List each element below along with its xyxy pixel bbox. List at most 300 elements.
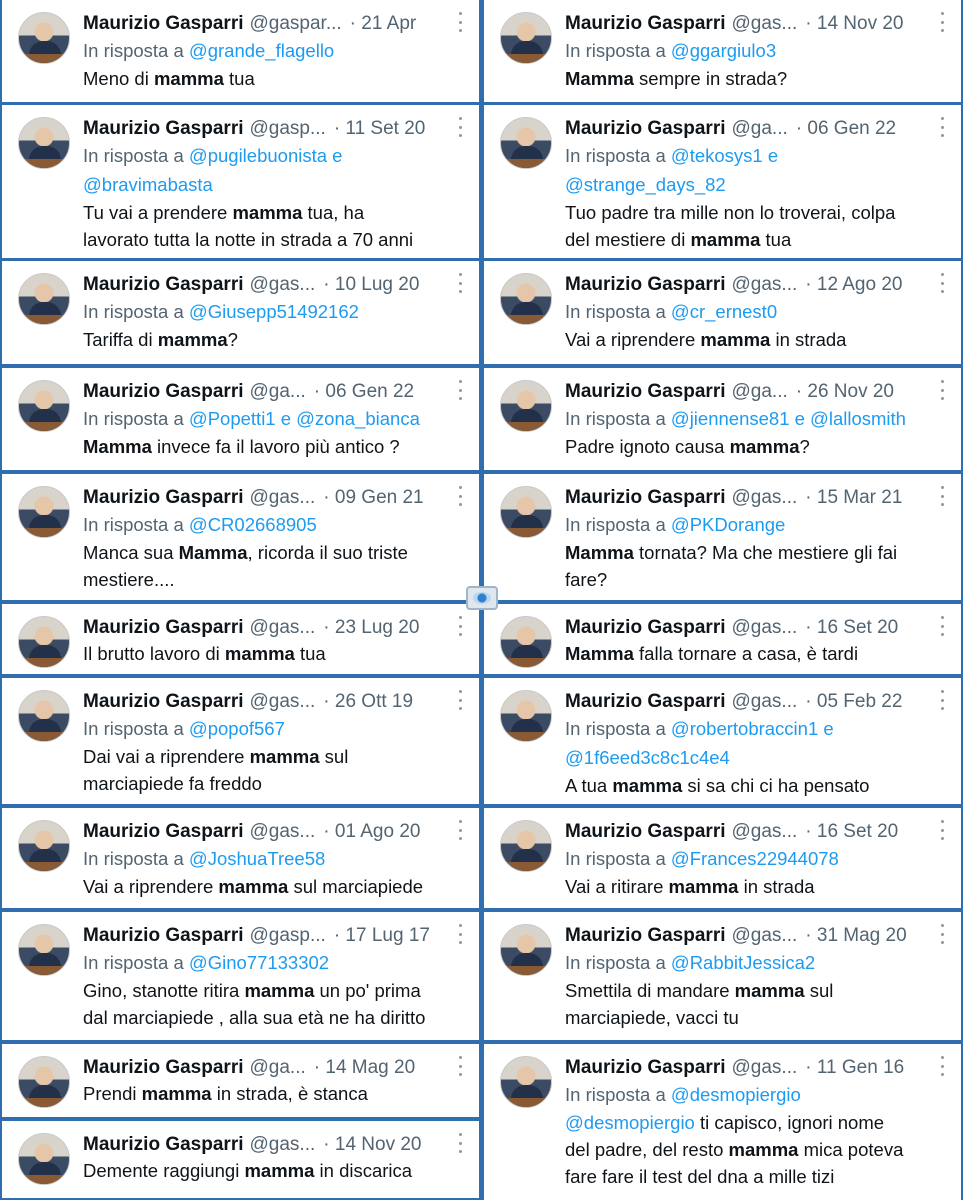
reply-mention-link[interactable]: @pugilebuonista e (188, 145, 343, 166)
tweet-text-line (83, 539, 469, 566)
tweet-text-line (565, 1109, 951, 1136)
reply-prefix: In risposta a (565, 408, 671, 429)
tweet-text-line (83, 65, 469, 92)
highlighted-word: mamma (141, 1083, 212, 1104)
reply-mention-link[interactable]: @JoshuaTree58 (188, 848, 326, 869)
avatar[interactable] (500, 820, 552, 872)
tweet-text: mestiere.... (83, 569, 175, 590)
tweet-body (565, 923, 951, 1031)
tweet-text-line (83, 770, 469, 797)
tweet-card[interactable] (484, 912, 961, 1040)
tweet-card[interactable] (2, 0, 479, 102)
tweet-body (565, 1055, 951, 1190)
reply-to (565, 297, 951, 326)
avatar[interactable] (500, 690, 552, 742)
avatar[interactable] (18, 486, 70, 538)
reply-prefix: In risposta a (565, 301, 671, 322)
author-name[interactable]: Maurizio Gasparri (83, 925, 244, 946)
author-name[interactable]: Maurizio Gasparri (565, 274, 726, 295)
tweet-header (565, 923, 951, 948)
author-handle[interactable]: @gasp... (249, 118, 326, 139)
tweet-header (565, 379, 951, 404)
tweet-text-line (565, 326, 951, 353)
tweet-card[interactable] (484, 604, 961, 674)
avatar[interactable] (18, 1056, 70, 1108)
avatar[interactable] (18, 1133, 70, 1185)
tweet-card[interactable] (2, 368, 479, 470)
tweet-body (83, 485, 469, 593)
tweet-text-line (83, 640, 469, 667)
highlighted-word: mamma (668, 876, 739, 897)
reply-mention-link[interactable]: @Giusepp51492162 (188, 301, 359, 322)
reply-mention-link[interactable]: @Frances22944078 (670, 848, 839, 869)
avatar[interactable] (18, 12, 70, 64)
tweet-card[interactable] (2, 604, 479, 674)
author-name[interactable]: Maurizio Gasparri (565, 691, 726, 712)
author-handle[interactable]: @gas... (249, 1134, 316, 1155)
tweet-text: in strada (770, 329, 847, 350)
tweet-card[interactable] (484, 808, 961, 908)
highlighted-word: Mamma (83, 436, 152, 457)
avatar[interactable] (18, 117, 70, 169)
author-name[interactable]: Maurizio Gasparri (83, 274, 244, 295)
reply-mention-link[interactable]: @jiennense81 e @lallosmith (670, 408, 906, 429)
reply-to (83, 844, 469, 873)
tweet-text: fare fare il test del dna a mille tizi (565, 1166, 835, 1187)
author-name[interactable]: Maurizio Gasparri (565, 925, 726, 946)
tweet-text: marciapiede, vacci tu (565, 1007, 739, 1028)
reply-mention-link[interactable]: @1f6eed3c8c1c4e4 (565, 747, 730, 768)
tweet-text-line (565, 1004, 951, 1031)
author-name[interactable]: Maurizio Gasparri (565, 13, 726, 34)
tweet-date[interactable]: · 26 Ott 19 (323, 691, 414, 712)
highlighted-word: mamma (218, 876, 289, 897)
tweet-date[interactable]: · 09 Gen 21 (323, 487, 424, 508)
tweet-text: Meno di (83, 68, 154, 89)
tweet-text: Il brutto lavoro di (83, 643, 225, 664)
author-handle[interactable]: @gas... (731, 13, 798, 34)
tweet-card[interactable] (2, 1044, 479, 1117)
tweet-text-line (565, 539, 951, 566)
tweet-date[interactable]: · 26 Nov 20 (795, 381, 894, 402)
reply-prefix: In risposta a (83, 718, 189, 739)
tweet-text-line (83, 199, 469, 226)
reply-prefix: In risposta a (83, 952, 189, 973)
tweet-text: marciapiede fa freddo (83, 773, 262, 794)
tweet-text-line (83, 226, 469, 253)
tweet-text: falla tornare a casa, è tardi (633, 643, 859, 664)
tweet-text-line (83, 433, 469, 460)
tweet-body (83, 116, 469, 253)
tweet-text: ti capisco, ignori nome (694, 1112, 885, 1133)
tweet-text: in strada, è stanca (211, 1083, 368, 1104)
tweet-text: Vai a riprendere (565, 329, 701, 350)
tweet-text: sul marciapiede (288, 876, 424, 897)
tweet-text: Tuo padre tra mille non lo troverai, colpa (565, 202, 896, 223)
mention-link[interactable]: @desmopiergio (565, 1112, 695, 1133)
tweet-text-line (83, 873, 469, 900)
author-handle[interactable]: @gas... (249, 274, 316, 295)
tweet-header (565, 1055, 951, 1080)
avatar[interactable] (500, 924, 552, 976)
avatar[interactable] (18, 380, 70, 432)
author-handle[interactable]: @gas... (731, 274, 798, 295)
tweet-text-line (565, 566, 951, 593)
reply-mention-link[interactable]: @Popetti1 e @zona_bianca (188, 408, 420, 429)
tweet-header (565, 485, 951, 510)
reply-prefix: In risposta a (565, 145, 671, 166)
reply-prefix: In risposta a (565, 848, 671, 869)
author-handle[interactable]: @gas... (731, 925, 798, 946)
avatar[interactable] (500, 273, 552, 325)
tweet-text: Smettila di mandare (565, 980, 735, 1001)
reply-mention-link[interactable]: @bravimabasta (83, 174, 213, 195)
tweet-date[interactable]: · 11 Gen 16 (805, 1057, 905, 1078)
tweet-header (83, 819, 469, 844)
reply-prefix: In risposta a (565, 718, 671, 739)
reply-to (83, 297, 469, 326)
tweet-text: sempre in strada? (633, 68, 788, 89)
reply-to (565, 1080, 951, 1109)
reply-prefix: In risposta a (83, 301, 189, 322)
tweet-text: un po' prima (314, 980, 421, 1001)
tweet-date[interactable]: · 06 Gen 22 (795, 118, 897, 139)
tweet-body (565, 272, 951, 353)
reply-to (83, 948, 469, 977)
reply-to (83, 141, 469, 170)
tweet-card[interactable] (2, 912, 479, 1040)
tweet-date[interactable]: · 21 Apr (349, 13, 417, 34)
avatar[interactable] (18, 690, 70, 742)
author-handle[interactable]: @ga... (731, 118, 788, 139)
tweet-text: del mestiere di (565, 229, 691, 250)
author-handle[interactable]: @gas... (731, 691, 798, 712)
tweet-body (565, 615, 951, 667)
tweet-card[interactable] (484, 105, 961, 258)
reply-to (565, 170, 951, 199)
tweet-text: mica poteva (798, 1139, 904, 1160)
avatar[interactable] (500, 1056, 552, 1108)
author-name[interactable]: Maurizio Gasparri (565, 118, 726, 139)
tweet-header (83, 615, 469, 640)
tweet-header (565, 272, 951, 297)
reply-to (565, 36, 951, 65)
tweet-text-line (83, 1080, 469, 1107)
tweet-text: tua (223, 68, 255, 89)
tweet-body (83, 819, 469, 900)
tweet-date[interactable]: · 01 Ago 20 (323, 821, 421, 842)
tweet-date[interactable]: · 05 Feb 22 (805, 691, 903, 712)
tweet-header (565, 11, 951, 36)
tweet-card[interactable] (484, 261, 961, 364)
reply-mention-link[interactable]: @Gino77133302 (188, 952, 330, 973)
tweet-text: ? (227, 329, 238, 350)
tweet-text: fare? (565, 569, 608, 590)
tweet-text: sul (319, 746, 349, 767)
tweet-date[interactable]: · 31 Mag 20 (805, 925, 907, 946)
tweet-text: Tariffa di (83, 329, 158, 350)
tweet-text-line (565, 640, 951, 667)
author-name[interactable]: Maurizio Gasparri (565, 1057, 726, 1078)
reply-mention-link[interactable]: @popof567 (188, 718, 285, 739)
tweet-header (565, 615, 951, 640)
reply-to (565, 510, 951, 539)
tweet-text: ? (799, 436, 810, 457)
tweet-card[interactable] (484, 368, 961, 470)
author-handle[interactable]: @gas... (249, 821, 316, 842)
author-handle[interactable]: @gas... (731, 487, 798, 508)
avatar[interactable] (500, 616, 552, 668)
avatar[interactable] (500, 117, 552, 169)
tweet-text: Gino, stanotte ritira (83, 980, 245, 1001)
tweet-date[interactable]: · 06 Gen 22 (313, 381, 415, 402)
reply-prefix: In risposta a (565, 952, 671, 973)
avatar[interactable] (500, 380, 552, 432)
tweet-text: Padre ignoto causa (565, 436, 730, 457)
tweet-header (83, 1132, 469, 1157)
highlighted-word: mamma (153, 68, 224, 89)
highlighted-word: Mamma (565, 643, 634, 664)
reply-to (565, 743, 951, 772)
tweet-card[interactable] (484, 474, 961, 600)
author-handle[interactable]: @ga... (249, 1057, 306, 1078)
author-name[interactable]: Maurizio Gasparri (83, 118, 244, 139)
avatar[interactable] (18, 273, 70, 325)
author-handle[interactable]: @gaspar... (249, 13, 342, 34)
highlighted-word: mamma (249, 746, 320, 767)
tweet-text: Vai a riprendere (83, 876, 219, 897)
highlighted-word: mamma (690, 229, 761, 250)
tweet-body (565, 485, 951, 593)
tweet-text: tua (294, 643, 326, 664)
tweet-text: tua (760, 229, 792, 250)
reply-prefix: In risposta a (83, 514, 189, 535)
highlighted-word: Mamma (565, 542, 634, 563)
author-name[interactable]: Maurizio Gasparri (83, 1134, 244, 1155)
left-column (2, 0, 479, 1200)
reply-prefix: In risposta a (83, 408, 189, 429)
author-name[interactable]: Maurizio Gasparri (565, 381, 726, 402)
highlighted-word: Mamma (565, 68, 634, 89)
highlighted-word: mamma (244, 980, 315, 1001)
tweet-body (83, 1132, 469, 1184)
author-name[interactable]: Maurizio Gasparri (565, 617, 726, 638)
tweet-date[interactable]: · 14 Mag 20 (313, 1057, 416, 1078)
reply-mention-link[interactable]: @tekosys1 e (670, 145, 779, 166)
avatar[interactable] (500, 12, 552, 64)
author-name[interactable]: Maurizio Gasparri (83, 487, 244, 508)
tweet-header (565, 819, 951, 844)
reply-mention-link[interactable]: @grande_flagello (188, 40, 335, 61)
tweet-text-line (83, 977, 469, 1004)
tweet-date[interactable]: · 10 Lug 20 (323, 274, 420, 295)
author-handle[interactable]: @gas... (731, 617, 798, 638)
highlighted-word: mamma (700, 329, 771, 350)
tweet-date[interactable]: · 16 Set 20 (805, 617, 899, 638)
tweet-text-line (565, 433, 951, 460)
reply-prefix: In risposta a (565, 514, 671, 535)
reply-to (83, 170, 469, 199)
tweet-header (83, 11, 469, 36)
reply-to (565, 141, 951, 170)
tweet-header (83, 689, 469, 714)
tweet-header (565, 689, 951, 714)
highlighted-word: mamma (728, 1139, 799, 1160)
reply-prefix: In risposta a (83, 848, 189, 869)
author-handle[interactable]: @ga... (731, 381, 788, 402)
reply-to (83, 510, 469, 539)
tweet-body (83, 11, 469, 92)
tweet-header (565, 116, 951, 141)
tweet-text: del padre, del resto (565, 1139, 729, 1160)
reply-prefix: In risposta a (565, 1084, 671, 1105)
reply-mention-link[interactable]: @ggargiulo3 (670, 40, 777, 61)
reply-prefix: In risposta a (83, 145, 189, 166)
tweet-card[interactable] (484, 678, 961, 804)
reply-to (83, 714, 469, 743)
tweet-text: in strada (738, 876, 815, 897)
tweet-body (83, 689, 469, 797)
author-handle[interactable]: @gas... (249, 617, 316, 638)
reply-to (565, 404, 951, 433)
highlighted-word: mamma (244, 1160, 315, 1181)
tweet-body (565, 379, 951, 460)
reply-to (565, 948, 951, 977)
tweet-text-line (565, 772, 951, 799)
tweet-text: si sa chi ci ha pensato (682, 775, 870, 796)
avatar[interactable] (18, 616, 70, 668)
highlighted-word: mamma (612, 775, 683, 796)
author-name[interactable]: Maurizio Gasparri (83, 381, 244, 402)
tweet-header (83, 379, 469, 404)
tweet-text: , ricorda il suo triste (247, 542, 408, 563)
tweet-date[interactable]: · 14 Nov 20 (323, 1134, 422, 1155)
tweet-card[interactable] (484, 1044, 961, 1200)
tweet-date[interactable]: · 12 Ago 20 (805, 274, 903, 295)
author-handle[interactable]: @gasp... (249, 925, 326, 946)
author-name[interactable]: Maurizio Gasparri (83, 13, 244, 34)
tweet-text-line (83, 326, 469, 353)
reply-mention-link[interactable]: @strange_days_82 (565, 174, 726, 195)
avatar[interactable] (18, 820, 70, 872)
tweet-text-line (83, 566, 469, 593)
watermark-logo-icon (466, 586, 498, 610)
tweet-text: Vai a ritirare (565, 876, 669, 897)
reply-mention-link[interactable]: @RabbitJessica2 (670, 952, 816, 973)
reply-mention-link[interactable]: @CR02668905 (188, 514, 317, 535)
author-name[interactable]: Maurizio Gasparri (83, 1057, 244, 1078)
author-name[interactable]: Maurizio Gasparri (83, 617, 244, 638)
author-name[interactable]: Maurizio Gasparri (565, 821, 726, 842)
tweet-text: Prendi (83, 1083, 142, 1104)
tweet-card[interactable] (2, 474, 479, 600)
tweet-text-line (565, 65, 951, 92)
tweet-header (83, 923, 469, 948)
author-name[interactable]: Maurizio Gasparri (83, 691, 244, 712)
reply-mention-link[interactable]: @desmopiergio (670, 1084, 801, 1105)
tweet-card[interactable] (2, 261, 479, 364)
tweet-text: sul (804, 980, 834, 1001)
highlighted-word: mamma (224, 643, 295, 664)
tweet-body (83, 615, 469, 667)
tweet-date[interactable]: · 11 Set 20 (333, 118, 426, 139)
tweet-body (83, 1055, 469, 1107)
tweet-body (83, 272, 469, 353)
tweet-text: tornata? Ma che mestiere gli fai (633, 542, 898, 563)
reply-mention-link[interactable]: @robertobraccin1 e (670, 718, 834, 739)
tweet-text-line (83, 1157, 469, 1184)
highlighted-word: Mamma (178, 542, 248, 563)
tweet-header (83, 1055, 469, 1080)
tweet-text-line (565, 199, 951, 226)
tweet-header (83, 485, 469, 510)
tweet-body (565, 819, 951, 900)
tweet-text-line (83, 743, 469, 770)
tweet-body (565, 116, 951, 253)
author-handle[interactable]: @gas... (249, 487, 316, 508)
tweet-body (83, 379, 469, 460)
tweet-body (83, 923, 469, 1031)
highlighted-word: mamma (734, 980, 805, 1001)
tweet-text-line (565, 1163, 951, 1190)
tweet-text: dal marciapiede , alla sua età ne ha diritto (83, 1007, 426, 1028)
author-handle[interactable]: @ga... (249, 381, 306, 402)
reply-mention-link[interactable]: @PKDorange (670, 514, 786, 535)
reply-prefix: In risposta a (565, 40, 671, 61)
author-handle[interactable]: @gas... (249, 691, 316, 712)
author-handle[interactable]: @gas... (731, 1057, 798, 1078)
tweet-header (83, 272, 469, 297)
tweet-text: Demente raggiungi (83, 1160, 245, 1181)
tweet-text-line (565, 977, 951, 1004)
highlighted-word: mamma (232, 202, 303, 223)
tweet-body (565, 11, 951, 92)
avatar[interactable] (500, 486, 552, 538)
tweet-text: Manca sua (83, 542, 179, 563)
tweet-text-line (565, 873, 951, 900)
tweet-date[interactable]: · 23 Lug 20 (323, 617, 420, 638)
avatar[interactable] (18, 924, 70, 976)
reply-mention-link[interactable]: @cr_ernest0 (670, 301, 778, 322)
tweet-text: Dai vai a riprendere (83, 746, 250, 767)
author-name[interactable]: Maurizio Gasparri (565, 487, 726, 508)
reply-prefix: In risposta a (83, 40, 189, 61)
tweet-card[interactable] (2, 1121, 479, 1198)
tweet-card[interactable] (484, 0, 961, 102)
tweet-date[interactable]: · 16 Set 20 (805, 821, 899, 842)
reply-to (83, 404, 469, 433)
tweet-text: A tua (565, 775, 613, 796)
tweet-text: in discarica (314, 1160, 413, 1181)
tweet-text-line (565, 226, 951, 253)
tweet-text: tua, ha (302, 202, 365, 223)
author-handle[interactable]: @gas... (731, 821, 798, 842)
tweet-text-line (83, 1004, 469, 1031)
reply-to (565, 844, 951, 873)
tweet-text: lavorato tutta la notte in strada a 70 anni (83, 229, 414, 250)
right-column (484, 0, 961, 1200)
tweet-date[interactable]: · 17 Lug 17 (333, 925, 430, 946)
tweet-text: invece fa il lavoro più antico ? (151, 436, 400, 457)
author-name[interactable]: Maurizio Gasparri (83, 821, 244, 842)
tweet-header (83, 116, 469, 141)
tweet-card[interactable] (2, 808, 479, 908)
tweet-card[interactable] (2, 678, 479, 804)
tweet-card[interactable] (2, 105, 479, 258)
reply-to (83, 36, 469, 65)
tweet-date[interactable]: · 15 Mar 21 (805, 487, 903, 508)
tweet-date[interactable]: · 14 Nov 20 (805, 13, 904, 34)
